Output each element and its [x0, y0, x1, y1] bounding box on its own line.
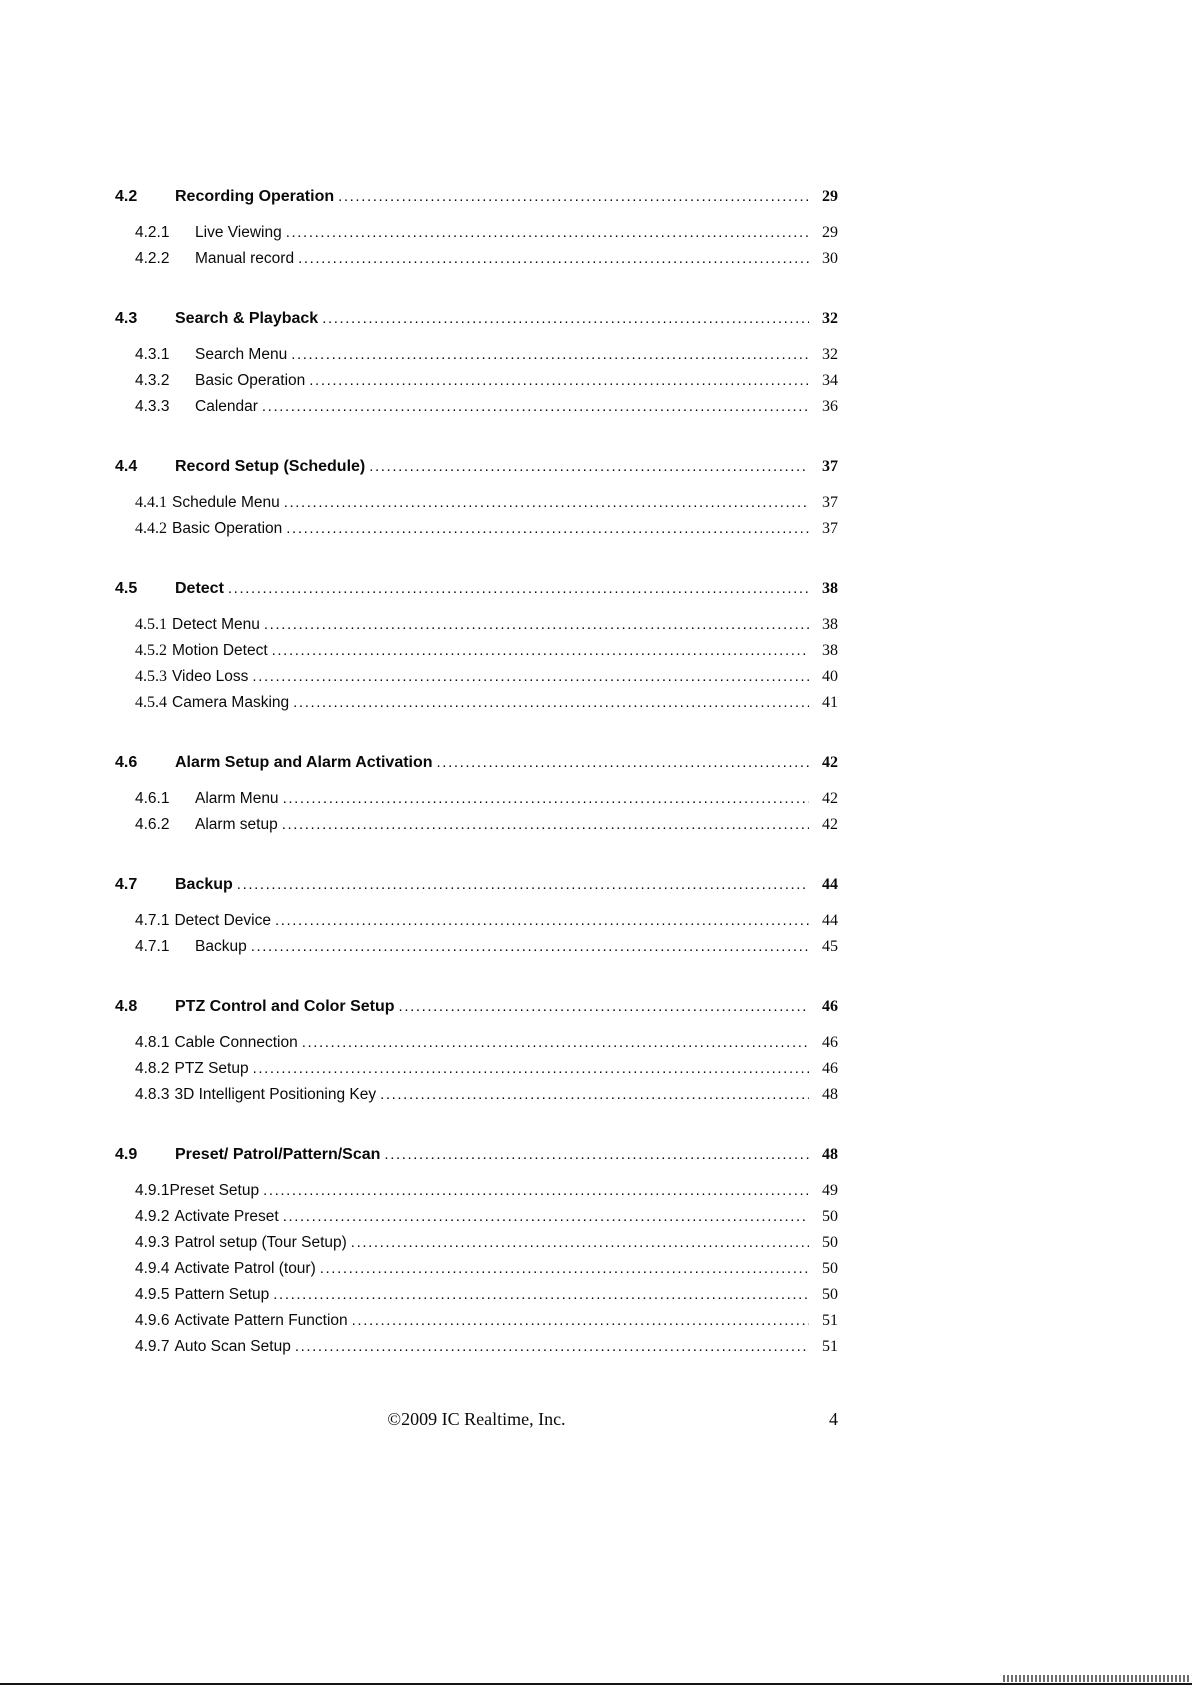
dot-leader [272, 638, 809, 664]
toc-section-title: Record Setup (Schedule) [175, 458, 366, 475]
toc-entry-title: Video Loss [172, 668, 249, 685]
toc-entry-number: 4.5.3 [135, 668, 167, 685]
toc-section-number: 4.6 [115, 754, 138, 771]
next-page-edge [0, 1673, 1192, 1685]
toc-entry-title: Pattern Setup [174, 1286, 270, 1303]
toc-entry-number: 4.9.4 [135, 1260, 170, 1277]
toc-page-number: 41 [822, 694, 838, 711]
toc-entry-number: 4.7.1 [135, 938, 170, 955]
toc-section-number: 4.2 [115, 188, 138, 205]
dot-leader [283, 786, 809, 812]
next-page-text-fragment [1003, 1675, 1189, 1682]
toc-section-number: 4.9 [115, 1146, 138, 1163]
toc-entry-title: Cable Connection [174, 1034, 298, 1051]
toc-section-title: PTZ Control and Color Setup [175, 998, 395, 1015]
dot-leader [293, 690, 809, 716]
toc-page-number: 36 [822, 398, 838, 415]
toc-entry-row [115, 1204, 838, 1230]
toc-entry-number: 4.6.2 [135, 816, 170, 833]
toc-entry-title: Basic Operation [195, 372, 306, 389]
dot-leader [252, 664, 809, 690]
toc-page-number: 50 [822, 1286, 838, 1303]
toc-section-number: 4.3 [115, 310, 138, 327]
toc-entry-number: 4.5.4 [135, 694, 167, 711]
toc-entry-title: Calendar [195, 398, 258, 415]
toc-entry-row [115, 220, 838, 246]
toc-section-title: Search & Playback [175, 310, 319, 327]
toc-entry-number: 4.4.2 [135, 520, 167, 537]
toc-entry-number: 4.9.7 [135, 1338, 170, 1355]
toc-page-number: 37 [822, 458, 838, 475]
toc-section-row [115, 453, 838, 480]
footer-page-number: 4 [829, 1409, 838, 1429]
toc-entry-title: Detect Device [174, 912, 271, 929]
toc-entry-number: 4.9.5 [135, 1286, 170, 1303]
footer-copyright: ©2009 IC Realtime, Inc. [387, 1409, 566, 1429]
dot-leader [291, 342, 809, 368]
toc-entry-title: Patrol setup (Tour Setup) [174, 1234, 347, 1251]
toc-section-row [115, 993, 838, 1020]
toc-entry-row [115, 786, 838, 812]
toc-page-number: 34 [822, 372, 838, 389]
toc-page-number: 29 [822, 224, 838, 241]
toc-page-number: 50 [822, 1234, 838, 1251]
toc-section-row [115, 1141, 838, 1168]
toc-entry-title: Activate Preset [174, 1208, 279, 1225]
dot-leader [228, 575, 809, 602]
toc-entry-row [115, 1308, 838, 1334]
dot-leader [275, 908, 809, 934]
toc-page-number: 50 [822, 1260, 838, 1277]
toc-page-number: 50 [822, 1208, 838, 1225]
toc-entry-title: Activate Pattern Function [174, 1312, 348, 1329]
toc-page-number: 46 [822, 998, 838, 1015]
toc-page-number: 51 [822, 1312, 838, 1329]
toc-section-title: Detect [175, 580, 224, 597]
toc-page-number: 42 [822, 754, 838, 771]
dot-leader [286, 220, 809, 246]
dot-leader [352, 1308, 809, 1334]
toc-entry-number: 4.9.3 [135, 1234, 170, 1251]
toc-section [115, 305, 838, 420]
toc-entry-number: 4.8.2 [135, 1060, 170, 1077]
toc-page-number: 42 [822, 816, 838, 833]
toc-section-number: 4.5 [115, 580, 138, 597]
toc-page-number: 44 [822, 876, 838, 893]
toc-entry-number: 4.6.1 [135, 790, 170, 807]
toc-page-number: 48 [822, 1146, 838, 1163]
toc-page-number: 45 [822, 938, 838, 955]
toc-page-number: 40 [822, 668, 838, 685]
toc-section-title: Backup [175, 876, 233, 893]
dot-leader [263, 1178, 809, 1204]
toc-entry-title: Detect Menu [172, 616, 260, 633]
toc-page-number: 30 [822, 250, 838, 267]
toc-entry-title: Alarm Menu [195, 790, 279, 807]
toc-section [115, 993, 838, 1108]
toc-entry-row [115, 368, 838, 394]
toc-entry-row [115, 1030, 838, 1056]
table-of-contents [115, 183, 838, 1360]
toc-entry-number: 4.7.1 [135, 912, 170, 929]
dot-leader [302, 1030, 809, 1056]
dot-leader [251, 934, 809, 960]
dot-leader [253, 1056, 809, 1082]
dot-leader [322, 305, 809, 332]
toc-section-row [115, 305, 838, 332]
toc-entry-row [115, 1334, 838, 1360]
dot-leader [380, 1082, 809, 1108]
toc-page-number: 37 [822, 494, 838, 511]
toc-entries [115, 1178, 838, 1360]
toc-entry-row [115, 394, 838, 420]
toc-section-title: Alarm Setup and Alarm Activation [175, 754, 433, 771]
toc-entry-title: Search Menu [195, 346, 288, 363]
dot-leader [264, 612, 809, 638]
toc-section [115, 453, 838, 542]
toc-entry-row [115, 908, 838, 934]
toc-entry-number: 4.3.2 [135, 372, 170, 389]
toc-entry-title: Manual record [195, 250, 295, 267]
toc-entry-number: 4.9.6 [135, 1312, 170, 1329]
dot-leader [284, 490, 809, 516]
toc-section [115, 871, 838, 960]
toc-section-title: Recording Operation [175, 188, 335, 205]
toc-page-number: 51 [822, 1338, 838, 1355]
dot-leader [320, 1256, 809, 1282]
toc-page-number: 46 [822, 1060, 838, 1077]
toc-entry-number: 4.8.3 [135, 1086, 170, 1103]
dot-leader [295, 1334, 809, 1360]
toc-entry-row [115, 690, 838, 716]
toc-entry-row [115, 812, 838, 838]
toc-entry-title: Basic Operation [172, 520, 283, 537]
toc-entry-title: Activate Patrol (tour) [174, 1260, 316, 1277]
toc-entry-row [115, 1256, 838, 1282]
toc-entry-number: 4.9.1 [135, 1182, 170, 1199]
toc-section-row [115, 749, 838, 776]
dot-leader [283, 1204, 809, 1230]
dot-leader [309, 368, 809, 394]
toc-page-number: 42 [822, 790, 838, 807]
toc-entry-number: 4.5.1 [135, 616, 167, 633]
toc-entry-row [115, 664, 838, 690]
toc-entry-title: Auto Scan Setup [174, 1338, 291, 1355]
toc-entry-title: Alarm setup [195, 816, 278, 833]
toc-entry-row [115, 246, 838, 272]
dot-leader [369, 453, 809, 480]
dot-leader [338, 183, 809, 210]
toc-entry-title: Schedule Menu [172, 494, 280, 511]
toc-entry-title: Backup [195, 938, 247, 955]
toc-section-number: 4.8 [115, 998, 138, 1015]
toc-entry-number: 4.2.2 [135, 250, 170, 267]
toc-entry-row [115, 342, 838, 368]
toc-entry-title: Motion Detect [172, 642, 268, 659]
toc-page-number: 44 [822, 912, 838, 929]
dot-leader [282, 812, 809, 838]
toc-entry-row [115, 1082, 838, 1108]
dot-leader [351, 1230, 809, 1256]
toc-section-row [115, 183, 838, 210]
toc-entry-row [115, 1056, 838, 1082]
toc-entry-number: 4.9.2 [135, 1208, 170, 1225]
toc-entry-row [115, 1282, 838, 1308]
toc-entry-number: 4.3.3 [135, 398, 170, 415]
toc-section-row [115, 575, 838, 602]
toc-entry-row [115, 1178, 838, 1204]
toc-page-number: 29 [822, 188, 838, 205]
dot-leader [286, 516, 809, 542]
dot-leader [237, 871, 809, 898]
toc-entry-number: 4.2.1 [135, 224, 170, 241]
toc-entry-number: 4.3.1 [135, 346, 170, 363]
dot-leader [437, 749, 809, 776]
toc-page-number: 38 [822, 580, 838, 597]
toc-entries [115, 490, 838, 542]
toc-section-number: 4.4 [115, 458, 138, 475]
toc-entries [115, 908, 838, 960]
toc-entries [115, 342, 838, 420]
toc-entries [115, 786, 838, 838]
toc-section [115, 575, 838, 716]
dot-leader [273, 1282, 809, 1308]
toc-entry-title: 3D Intelligent Positioning Key [174, 1086, 377, 1103]
toc-section [115, 183, 838, 272]
toc-entry-number: 4.5.2 [135, 642, 167, 659]
toc-page-number: 32 [822, 346, 838, 363]
toc-entry-title: PTZ Setup [174, 1060, 249, 1077]
toc-entry-row [115, 638, 838, 664]
toc-entry-row [115, 516, 838, 542]
dot-leader [298, 246, 809, 272]
toc-entry-title: Live Viewing [195, 224, 282, 241]
toc-entries [115, 612, 838, 716]
toc-page-number: 49 [822, 1182, 838, 1199]
toc-page-number: 48 [822, 1086, 838, 1103]
toc-entries [115, 220, 838, 272]
toc-entry-title: Camera Masking [172, 694, 290, 711]
toc-page-number: 46 [822, 1034, 838, 1051]
toc-page-number: 38 [822, 642, 838, 659]
toc-entry-number: 4.8.1 [135, 1034, 170, 1051]
toc-section-number: 4.7 [115, 876, 138, 893]
toc-section [115, 749, 838, 838]
toc-entry-row [115, 1230, 838, 1256]
toc-section-title: Preset/ Patrol/Pattern/Scan [175, 1146, 381, 1163]
dot-leader [262, 394, 809, 420]
toc-page-number: 32 [822, 310, 838, 327]
toc-entry-number: 4.4.1 [135, 494, 167, 511]
toc-page-number: 38 [822, 616, 838, 633]
dot-leader [384, 1141, 809, 1168]
toc-section [115, 1141, 838, 1360]
toc-entries [115, 1030, 838, 1108]
toc-entry-row [115, 612, 838, 638]
page-footer [115, 1406, 838, 1432]
toc-entry-title: Preset Setup [169, 1182, 260, 1199]
toc-page-number: 37 [822, 520, 838, 537]
toc-entry-row [115, 490, 838, 516]
dot-leader [399, 993, 809, 1020]
toc-section-row [115, 871, 838, 898]
toc-entry-row [115, 934, 838, 960]
